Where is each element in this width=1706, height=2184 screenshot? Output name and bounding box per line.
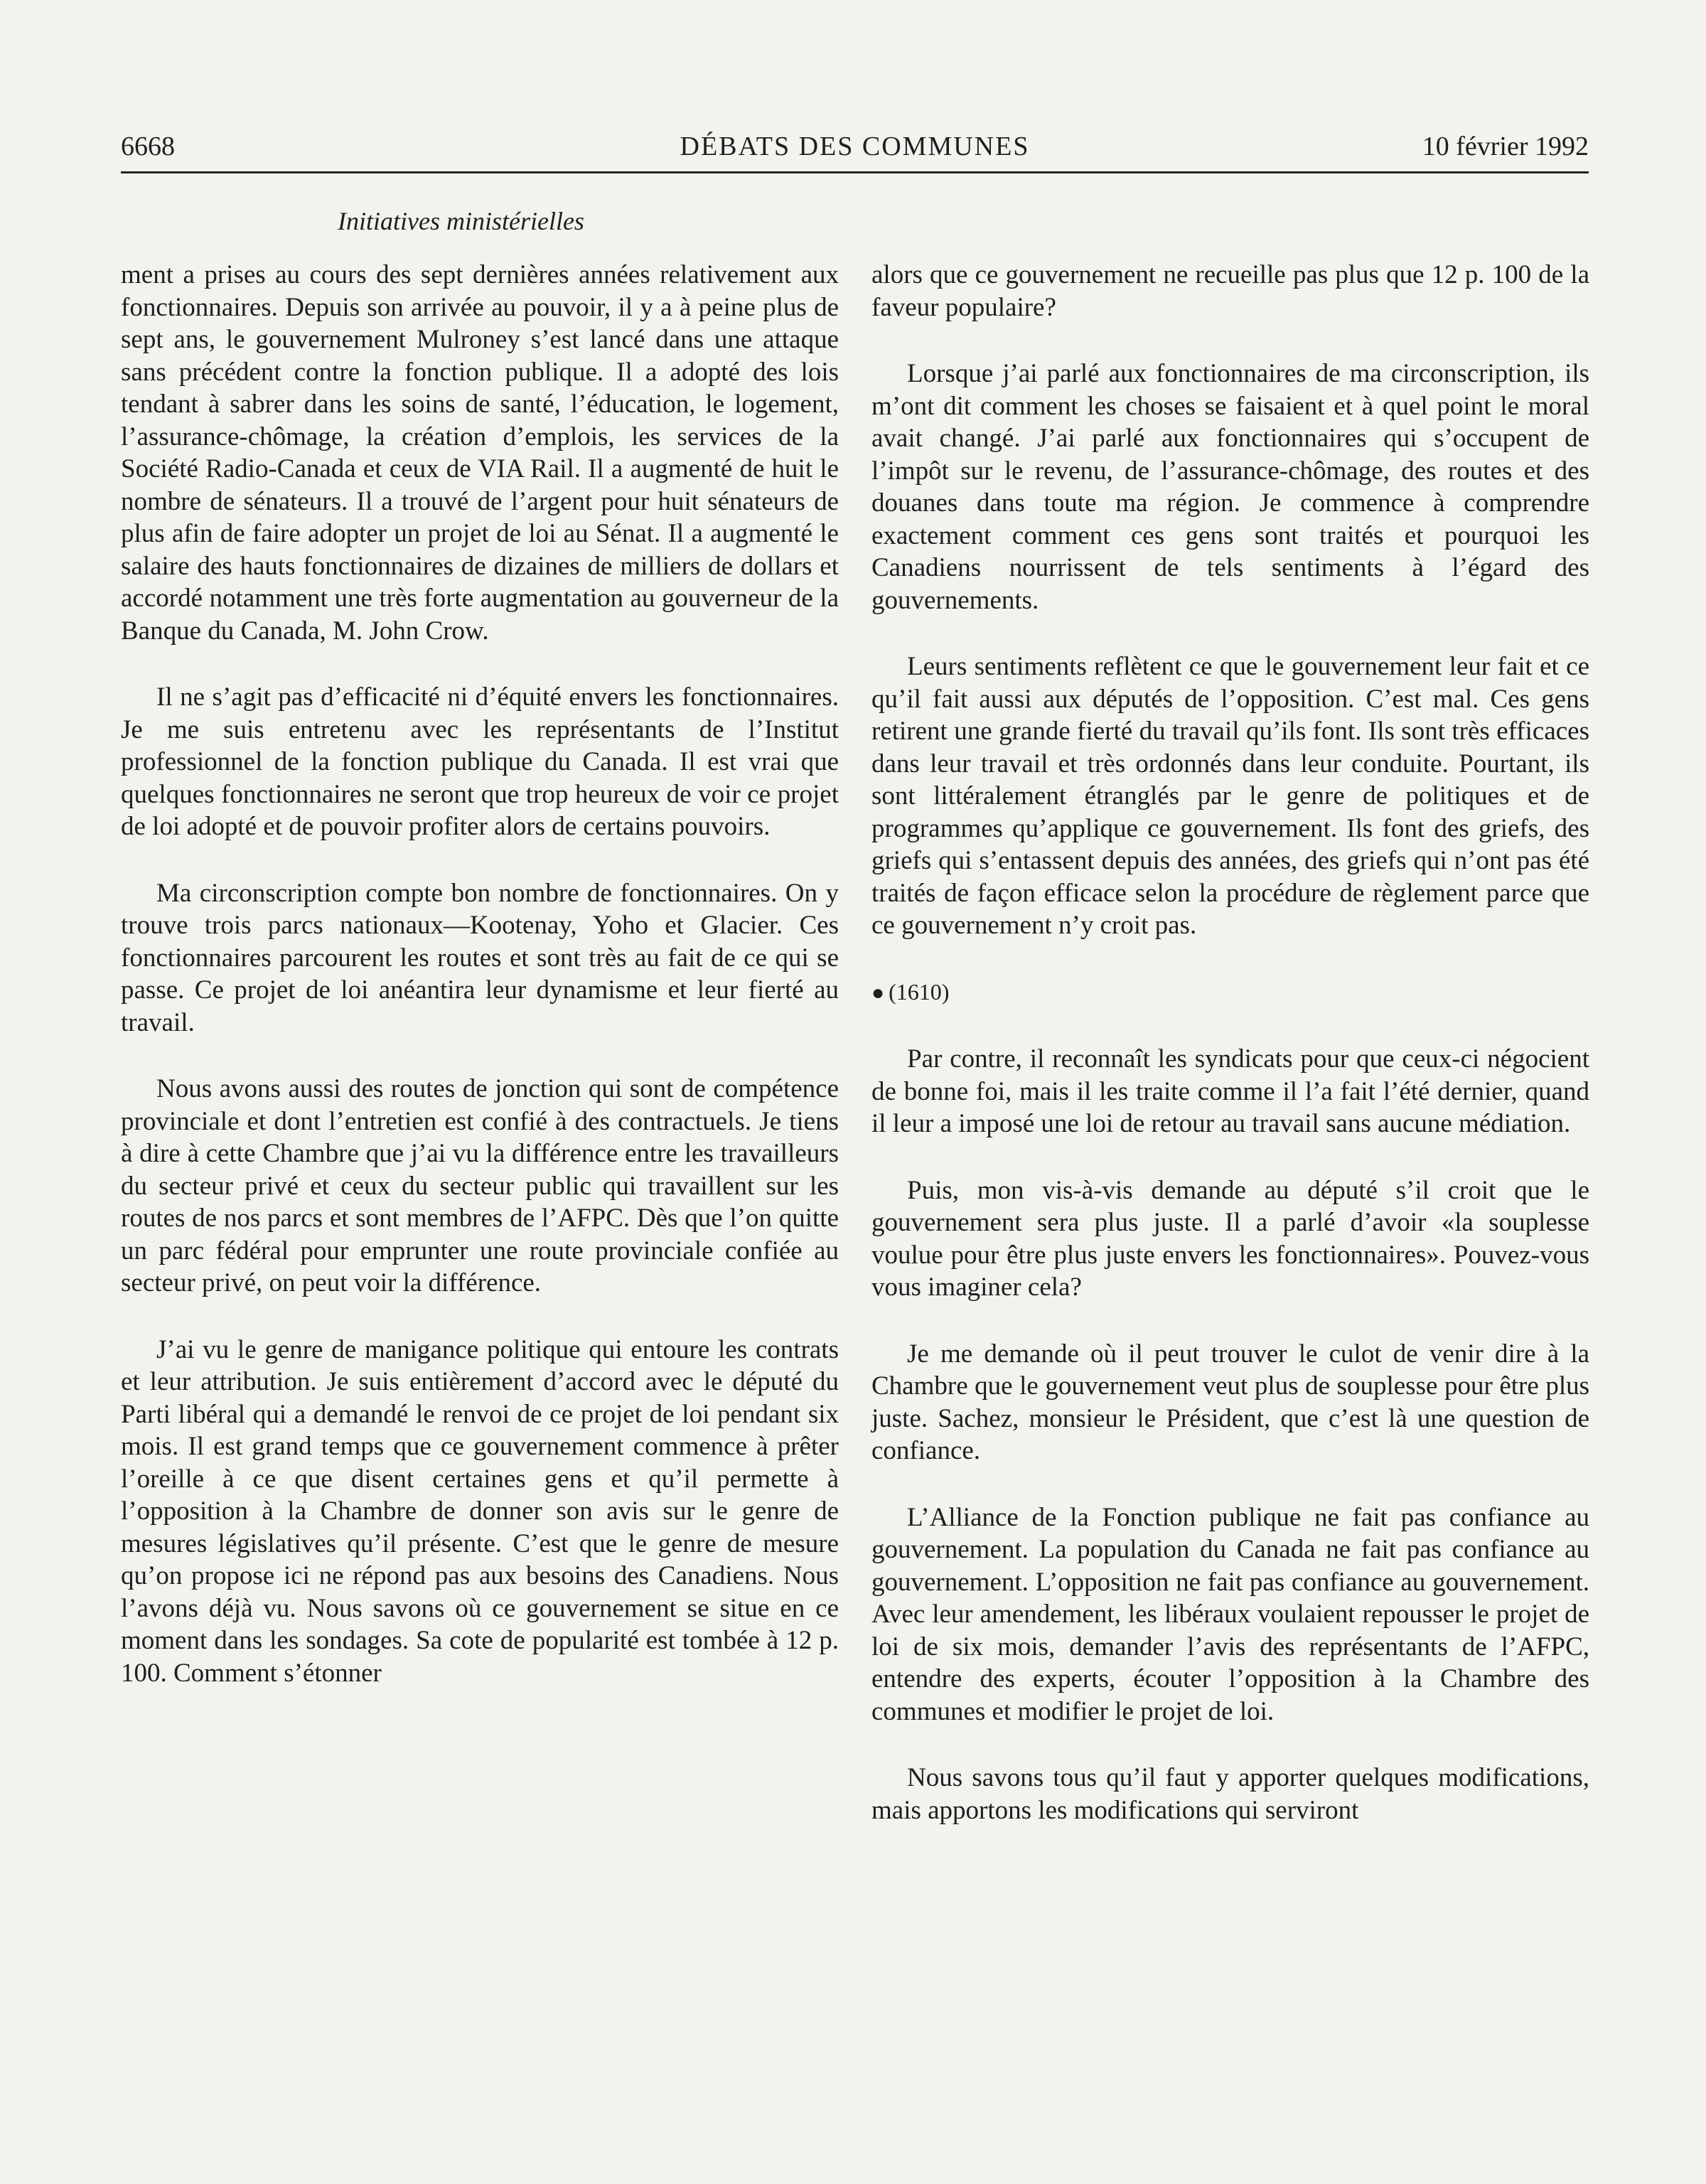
paragraph: L’Alliance de la Fonction publique ne fait pas confiance au gouvernement. La population du Canada ne fait pas confiance au gouvernement. L’opposition ne fait pas confiance au gouvernement. Avec leur amendement, les libéraux voulaient repousser le projet de loi de six mois, demander l’avis des représentants de l’AFPC, entendre des experts, écouter l’opposition à la Chambre des communes et modifier le projet de loi. [871,1502,1589,1726]
paragraph: Il ne s’agit pas d’efficacité ni d’équité envers les fonctionnaires. Je me suis entretenu avec les représentants de l’Institut professionnel de la fonction publique du Canada. Il est vrai que quelques fonctionnaires ne seront que trop heureux de voir ce projet de loi adopté et de pouvoir profiter alors de certains pouvoirs. [121,682,839,841]
paragraph: Nous savons tous qu’il faut y apporter quelques modifications, mais apportons les modifications qui serviront [871,1763,1589,1825]
paragraph: Nous avons aussi des routes de jonction qui sont de compétence provinciale et dont l’entretien est confié à des contractuels. Je tiens à dire à cette Chambre que j’ai vu la différence entre les travailleurs du secteur privé et ceux du secteur public qui travaillent sur les routes de nos parcs et sont membres de l’AFPC. Dès que l’on quitte un parc fédéral pour emprunter une route provinciale confiée au secteur privé, on peut voir la différence. [121,1074,839,1297]
paragraph: J’ai vu le genre de manigance politique qui entoure les contrats et leur attribution. Je suis entièrement d’accord avec le député du Parti libéral qui a demandé le renvoi de ce projet de loi pendant six mois. Il est grand temps que ce gouvernement commence à prêter l’oreille à ce que disent certaines gens et qu’il permette à l’opposition à la Chambre de donner son avis sur le genre de mesures législatives qu’il présente. C’est que le genre de mesure qu’on propose ici ne répond pas aux besoins des Canadiens. Nous l’avons déjà vu. Nous savons où ce gouvernement se situe en ce moment dans les sondages. Sa cote de popularité est tombée à 12 p. 100. Comment s’étonner [121,1334,839,1688]
right-column [871,259,1589,1861]
paragraph: Par contre, il reconnaît les syndicats pour que ceux-ci négocient de bonne foi, mais il les traite comme il l’a fait l’été dernier, quand il leur a imposé une loi de retour au travail sans aucune médiation. [871,1044,1589,1138]
page-number: 6668 [121,132,175,161]
page-date: 10 février 1992 [1422,132,1589,161]
time-marker-text: (1610) [889,978,950,1005]
bullet-icon: ● [871,980,885,1005]
left-column [121,259,839,1723]
paragraph: alors que ce gouvernement ne recueille pas plus que 12 p. 100 de la faveur populaire? [871,260,1589,322]
time-marker [871,976,1589,1010]
header-rule [121,171,1589,173]
paragraph: Ma circonscription compte bon nombre de fonctionnaires. On y trouve trois parcs nationaux—Kootenay, Yoho et Glacier. Ces fonctionnaires parcourent les routes et sont très au fait de ce qui se passe. Ce projet de loi anéantira leur dynamisme et leur fierté au travail. [121,878,839,1037]
publication-title: DÉBATS DES COMMUNES [680,132,1030,161]
paragraph: Je me demande où il peut trouver le culot de venir dire à la Chambre que le gouvernement veut plus de souplesse pour être plus juste. Sachez, monsieur le Président, que c’est là une question de confiance. [871,1339,1589,1465]
page-header [121,131,1589,173]
paragraph: ment a prises au cours des sept dernières années relativement aux fonctionnaires. Depuis son arrivée au pouvoir, il y a à peine plus de sept ans, le gouvernement Mulroney s’est lancé dans une attaque sans précédent contre la fonction publique. Il a adopté des lois tendant à sabrer dans les soins de santé, l’éducation, le logement, l’assurance-chômage, la création d’emplois, les services de la Société Radio-Canada et ceux de VIA Rail. Il a augmenté de huit le nombre de sénateurs. Il a trouvé de l’argent pour huit sénateurs de plus afin de faire adopter un projet de loi au Sénat. Il a augmenté le salaire des hauts fonctionnaires de dizaines de milliers de dollars et accordé notamment une très forte augmentation au gouverneur de la Banque du Canada, M. John Crow. [121,260,839,646]
paragraph: Leurs sentiments reflètent ce que le gouvernement leur fait et ce qu’il fait aussi aux députés de l’opposition. C’est mal. Ces gens retirent une grande fierté du travail qu’ils font. Ils sont très efficaces dans leur travail et très ordonnés dans leur conduite. Pourtant, ils sont littéralement étranglés par le genre de politiques et de programmes qu’applique ce gouvernement. Ils font des griefs, des griefs qui s’entassent depuis des années, des griefs qui n’ont pas été traités de façon efficace selon la procédure de règlement parce que ce gouvernement n’y croit pas. [871,652,1589,940]
paragraph: Lorsque j’ai parlé aux fonctionnaires de ma circonscription, ils m’ont dit comment les choses se faisaient et à quel point le moral avait changé. J’ai parlé aux fonctionnaires qui s’occupent de l’impôt sur le revenu, de l’assurance-chômage, des routes et des douanes dans toute ma région. Je commence à comprendre exactement comment ces gens sont traités et pourquoi les Canadiens nourrissent de tels sentiments à l’égard des gouvernements. [871,359,1589,615]
section-label: Initiatives ministérielles [338,207,584,235]
paragraph: Puis, mon vis-à-vis demande au député s’il croit que le gouvernement sera plus juste. Il a parlé d’avoir «la souplesse voulue pour être plus juste envers les fonctionnaires». Pouvez-vous vous imaginer cela? [871,1175,1589,1302]
